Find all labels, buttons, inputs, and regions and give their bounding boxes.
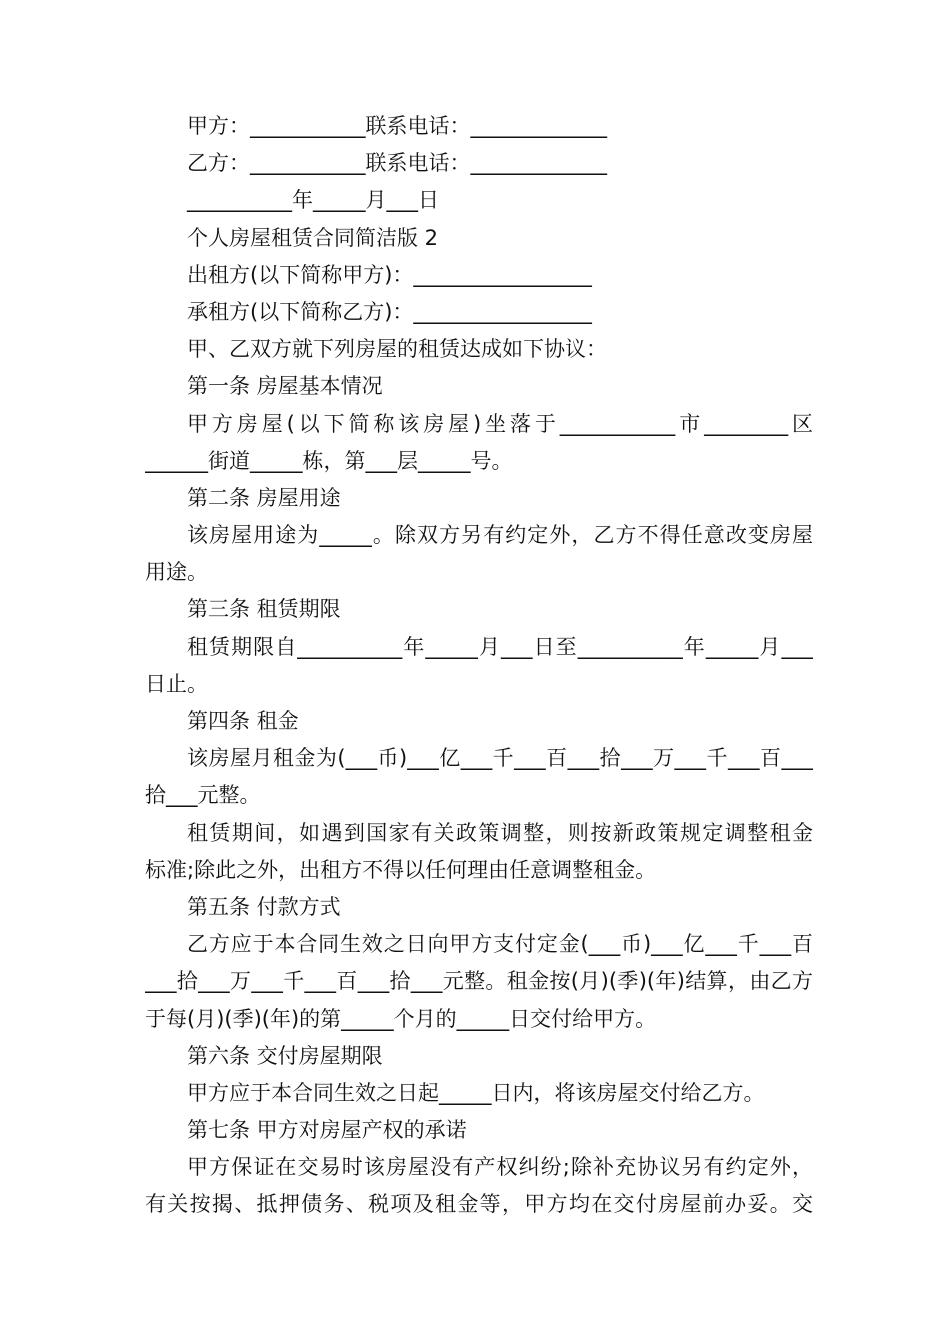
article-1-heading: 第一条 房屋基本情况 bbox=[187, 374, 383, 399]
article-6-text-line: 甲方应于本合同生效之日起_____日内，将该房屋交付给乙方。 bbox=[187, 1080, 765, 1105]
article-4-text-line: 租赁期间，如遇到国家有关政策调整，则按新政策规定调整租金 bbox=[187, 820, 813, 845]
article-1-text-line: 甲方房屋(以下简称该房屋)坐落于___________市________区 bbox=[187, 411, 813, 436]
article-5-text-line: ___拾___万___千___百___拾___元整。租金按(月)(季)(年)结算，由乙方 bbox=[145, 969, 813, 994]
date-line: __________年_____月___日 bbox=[187, 188, 439, 213]
article-2-text-line: 该房屋用途为_____。除双方另有约定外，乙方不得任意改变房屋 bbox=[187, 523, 813, 548]
article-6-heading: 第六条 交付房屋期限 bbox=[187, 1043, 383, 1068]
article-3-text-line: 租赁期限自__________年_____月___日至__________年_____月___ bbox=[187, 634, 813, 659]
party-b-contact-line: 乙方：___________联系电话：_____________ bbox=[187, 151, 607, 176]
lessee-line: 承租方(以下简称乙方)：_________________ bbox=[187, 299, 592, 324]
article-4-text-line: 该房屋月租金为(___币)___亿___千___百___拾___万___千___百___ bbox=[187, 746, 813, 771]
lessor-line: 出租方(以下简称甲方)：_________________ bbox=[187, 262, 592, 287]
article-3-heading: 第三条 租赁期限 bbox=[187, 597, 341, 622]
article-4-text-line: 拾___元整。 bbox=[145, 783, 261, 808]
agreement-intro: 甲、乙双方就下列房屋的租赁达成如下协议： bbox=[187, 337, 607, 362]
article-4-heading: 第四条 租金 bbox=[187, 709, 299, 733]
article-7-heading: 第七条 甲方对房屋产权的承诺 bbox=[187, 1118, 467, 1143]
article-5-text-line: 于每(月)(季)(年)的第_____个月的_____日交付给甲方。 bbox=[145, 1006, 657, 1031]
article-5-heading: 第五条 付款方式 bbox=[187, 894, 341, 919]
contract-text bbox=[145, 108, 813, 1224]
article-7-text-line: 有关按揭、抵押债务、税项及租金等，甲方均在交付房屋前办妥。交 bbox=[145, 1192, 813, 1217]
article-4-text-line: 标准;除此之外，出租方不得以任何理由任意调整租金。 bbox=[145, 857, 657, 882]
article-2-heading: 第二条 房屋用途 bbox=[187, 485, 341, 510]
article-1-text-line: ______街道_____栋，第___层_____号。 bbox=[145, 448, 513, 473]
article-5-text-line: 乙方应于本合同生效之日向甲方支付定金(___币)___亿___千___百 bbox=[187, 932, 813, 957]
party-a-contact-line: 甲方：___________联系电话：_____________ bbox=[187, 114, 607, 138]
contract-title: 个人房屋租赁合同简洁版 2 bbox=[187, 225, 439, 250]
article-3-text-line: 日止。 bbox=[145, 671, 208, 696]
article-7-text-line: 甲方保证在交易时该房屋没有产权纠纷;除补充协议另有约定外， bbox=[187, 1155, 813, 1180]
article-2-text-line: 用途。 bbox=[145, 560, 208, 585]
